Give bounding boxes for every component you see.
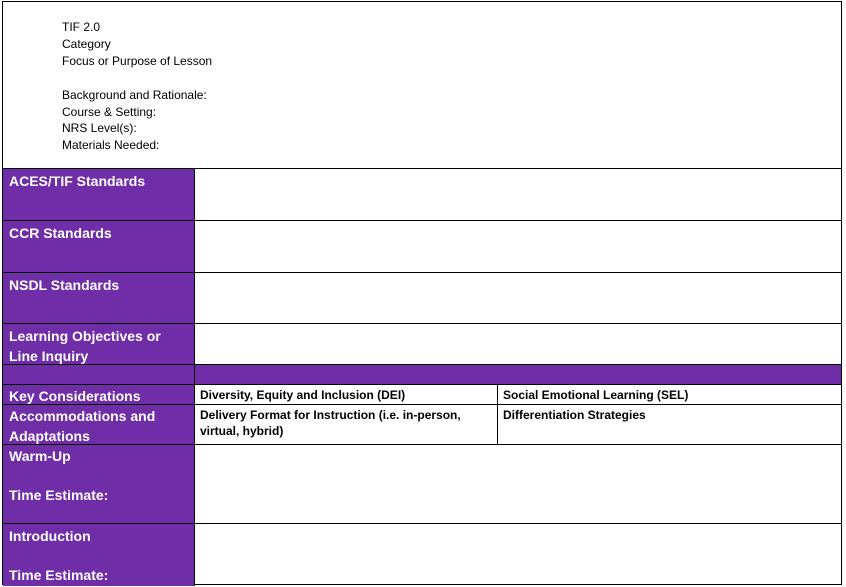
header-background: Background and Rationale: <box>62 88 207 102</box>
row-objectives <box>3 324 841 365</box>
header-focus: Focus or Purpose of Lesson <box>62 54 213 68</box>
header-tif: TIF 2.0 <box>62 20 101 34</box>
cell-dei[interactable]: Diversity, Equity and Inclusion (DEI) <box>195 385 498 404</box>
lesson-header <box>3 2 841 169</box>
label-accommodations: Accommodations and Adaptations <box>3 405 195 444</box>
cell-ccr[interactable] <box>195 221 841 272</box>
cell-objectives[interactable] <box>195 324 841 364</box>
cell-warmup[interactable] <box>195 445 841 523</box>
label-key-considerations: Key Considerations <box>3 385 195 404</box>
cell-nsdl[interactable] <box>195 273 841 323</box>
row-introduction <box>3 524 841 586</box>
header-category: Category <box>62 37 111 51</box>
label-introduction: Introduction Time Estimate: <box>3 524 195 586</box>
cell-aces[interactable] <box>195 169 841 220</box>
label-ccr: CCR Standards <box>3 221 195 272</box>
row-aces <box>3 169 841 221</box>
row-key-considerations <box>3 385 841 405</box>
header-materials: Materials Needed: <box>62 138 160 152</box>
cell-introduction[interactable] <box>195 524 841 586</box>
row-nsdl <box>3 273 841 324</box>
row-accommodations <box>3 405 841 445</box>
purple-divider-band <box>195 365 841 384</box>
header-course: Course & Setting: <box>62 105 157 119</box>
label-warmup: Warm-Up Time Estimate: <box>3 445 195 523</box>
label-nsdl: NSDL Standards <box>3 273 195 323</box>
label-objectives: Learning Objectives or Line Inquiry <box>3 324 195 364</box>
label-divider <box>3 365 195 384</box>
cell-sel[interactable]: Social Emotional Learning (SEL) <box>503 388 689 402</box>
label-aces: ACES/TIF Standards <box>3 169 195 220</box>
row-ccr <box>3 221 841 273</box>
cell-differentiation[interactable]: Differentiation Strategies <box>503 408 646 422</box>
header-nrs: NRS Level(s): <box>62 121 137 135</box>
row-warmup <box>3 445 841 524</box>
row-divider <box>3 365 841 385</box>
lesson-plan-sheet <box>2 1 842 585</box>
cell-delivery-format[interactable]: Delivery Format for Instruction (i.e. in-person, virtual, hybrid) <box>195 405 498 444</box>
